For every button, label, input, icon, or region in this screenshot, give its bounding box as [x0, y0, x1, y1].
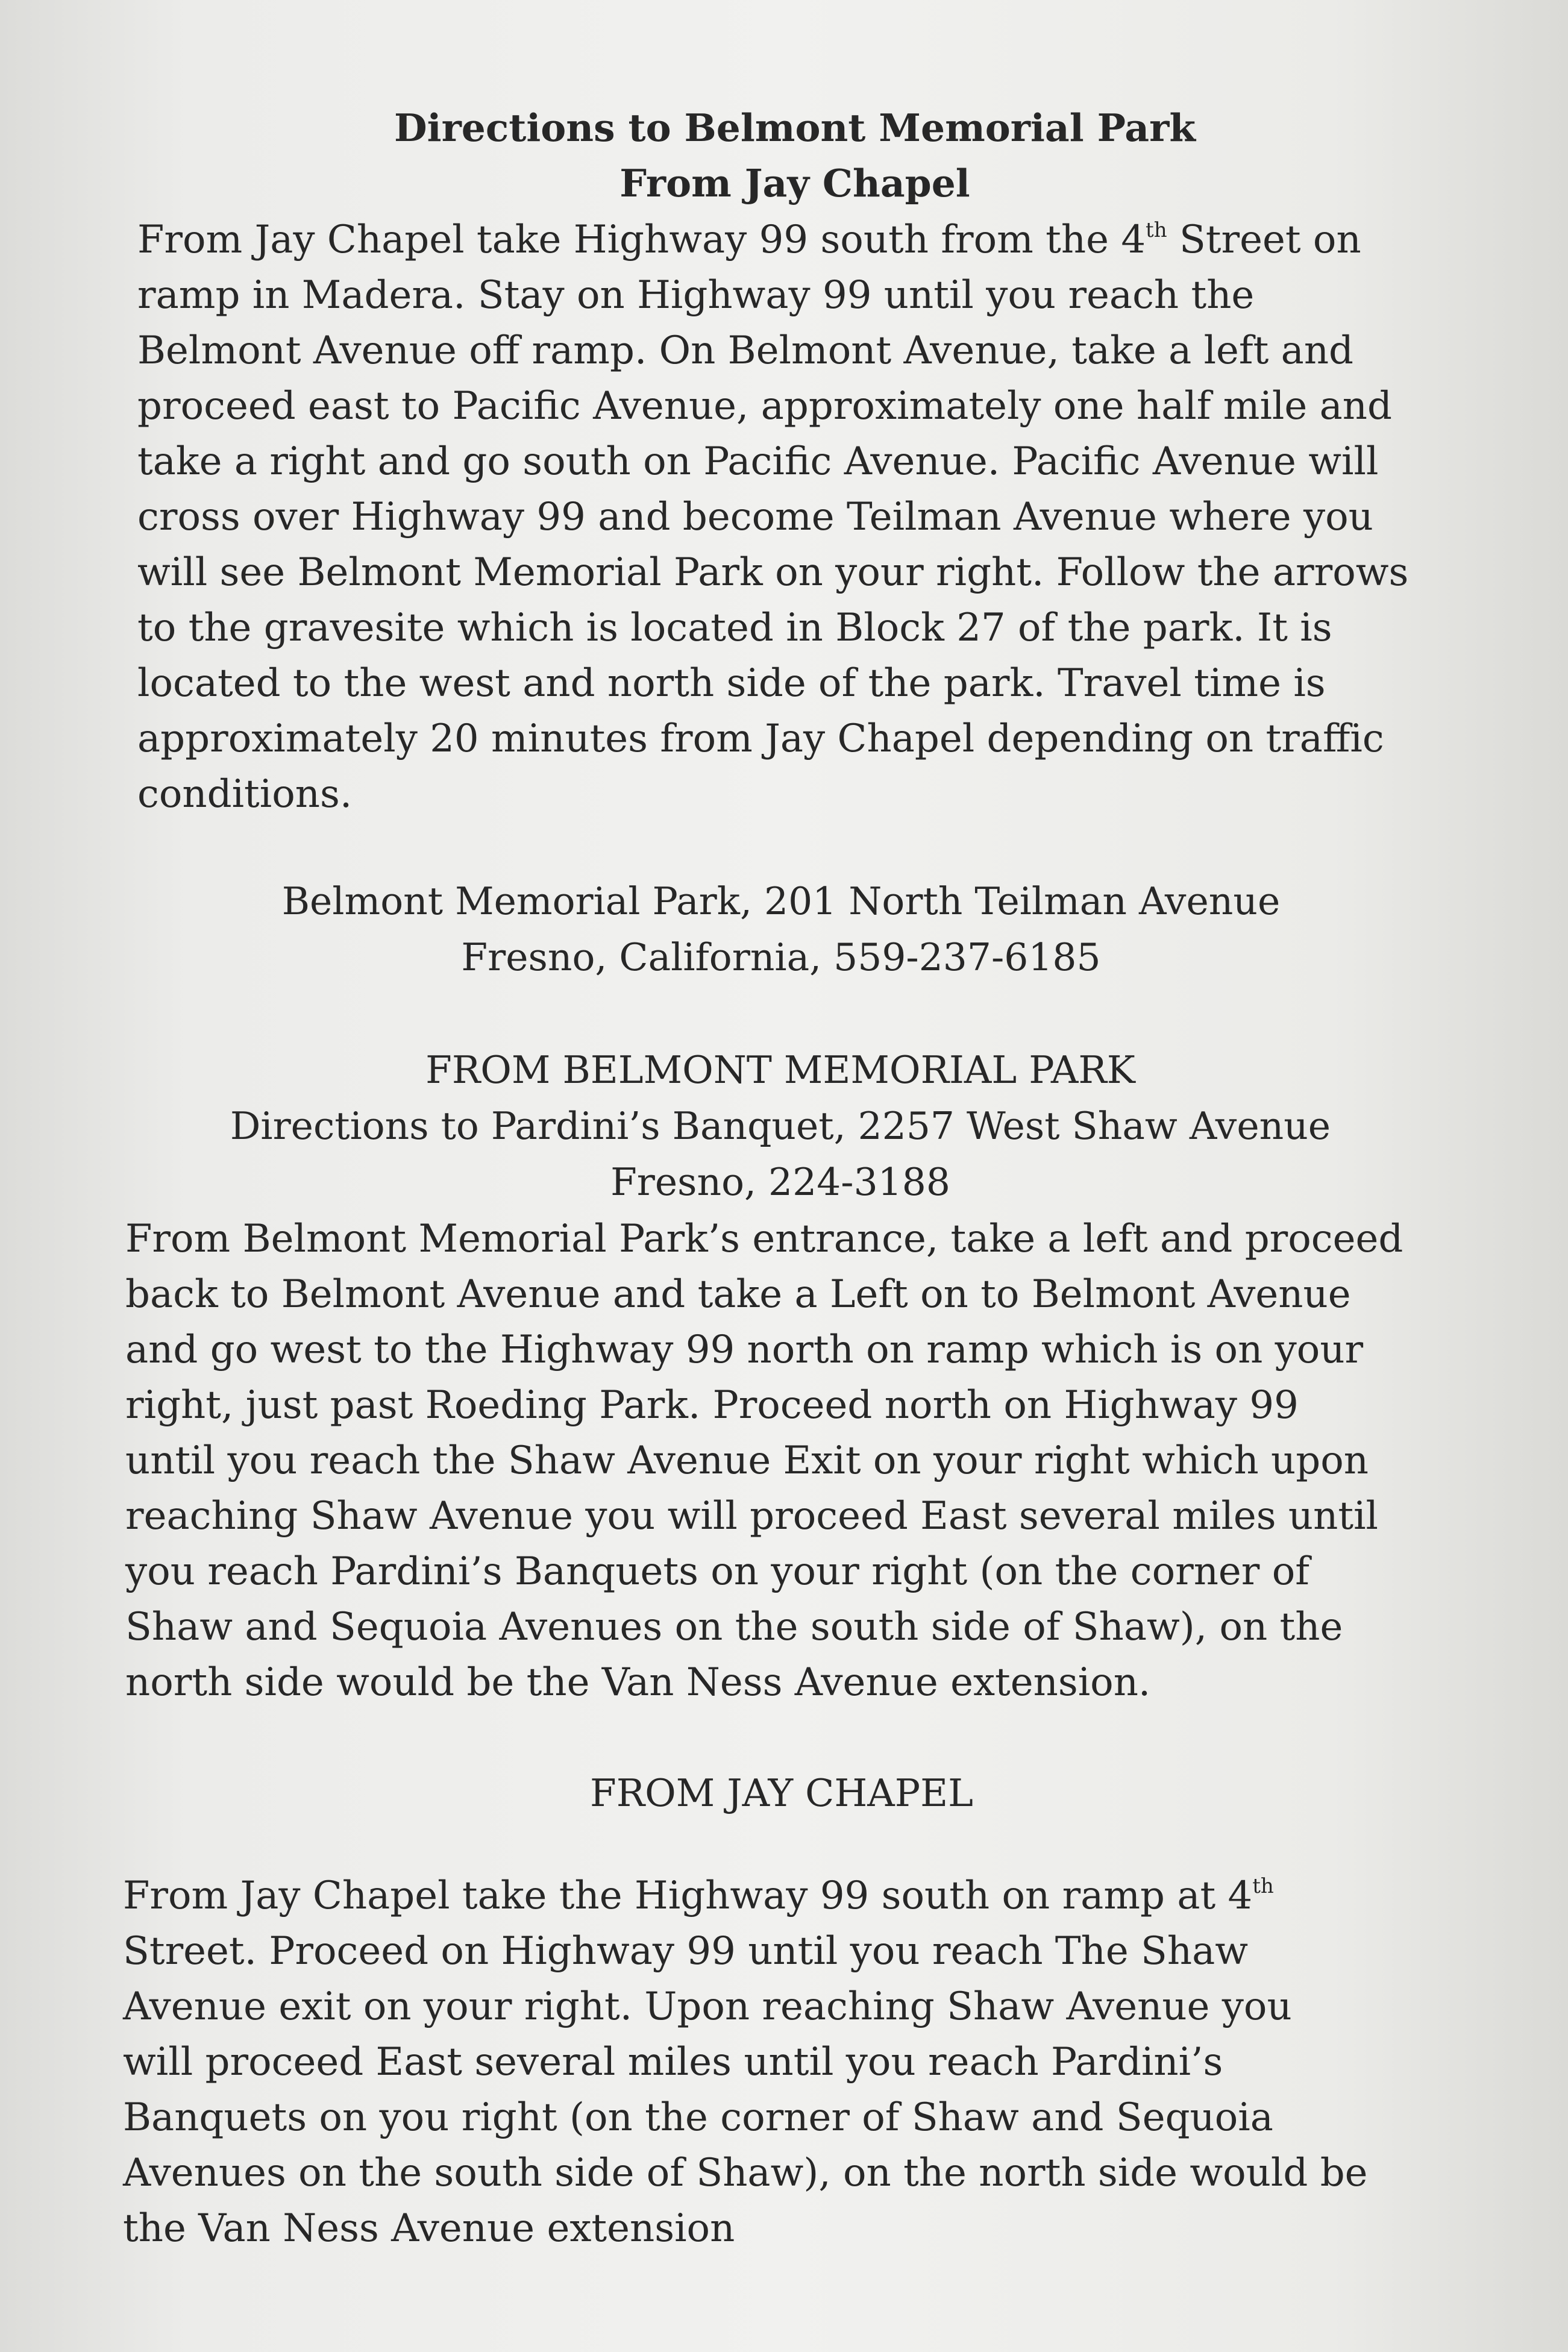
paragraph-line: From Jay Chapel take the Highway 99 south on ramp at 4th	[123, 1874, 1274, 1918]
section3-paragraph	[123, 1868, 1368, 2256]
paragraph-line: take a right and go south on Pacific Avenue. Pacific Avenue will	[137, 439, 1379, 484]
paragraph-line: located to the west and north side of the park. Travel time is	[137, 661, 1326, 706]
paragraph-line: approximately 20 minutes from Jay Chapel depending on traffic	[137, 717, 1384, 761]
paragraph-line: conditions.	[137, 772, 353, 817]
paragraph-line: Avenue exit on your right. Upon reaching Shaw Avenue you	[123, 1984, 1292, 2029]
paragraph-line: right, just past Roeding Park. Proceed north on Highway 99	[125, 1383, 1299, 1428]
paragraph-line: north side would be the Van Ness Avenue extension.	[125, 1660, 1151, 1705]
paragraph-line: until you reach the Shaw Avenue Exit on your right which upon	[125, 1438, 1369, 1483]
section1-paragraph	[137, 212, 1408, 822]
paragraph-line: Banquets on you right (on the corner of Shaw and Sequoia	[123, 2095, 1273, 2140]
paragraph-line: Shaw and Sequoia Avenues on the south side of Shaw), on the	[125, 1605, 1343, 1649]
section2-heading: FROM BELMONT MEMORIAL PARK	[425, 1048, 1135, 1092]
paragraph-line: to the gravesite which is located in Block 27 of the park. It is	[137, 606, 1332, 650]
paragraph-line: reaching Shaw Avenue you will proceed East several miles until	[125, 1494, 1378, 1538]
paragraph-line: you reach Pardini’s Banquets on your right (on the corner of	[125, 1549, 1309, 1594]
paragraph-line: cross over Highway 99 and become Teilman Avenue where you	[137, 495, 1373, 539]
paragraph-line: Belmont Avenue off ramp. On Belmont Avenue, take a left and	[137, 328, 1353, 373]
paragraph-line: From Jay Chapel take Highway 99 south from the 4th Street on	[137, 218, 1361, 262]
address-line-2: Fresno, California, 559-237-6185	[461, 935, 1101, 979]
paragraph-line: proceed east to Pacific Avenue, approximately one half mile and	[137, 384, 1392, 428]
paragraph-line: back to Belmont Avenue and take a Left on to Belmont Avenue	[125, 1272, 1351, 1317]
paragraph-line: Avenues on the south side of Shaw), on the north side would be	[123, 2151, 1368, 2195]
paragraph-line: and go west to the Highway 99 north on ramp which is on your	[125, 1328, 1364, 1372]
section1-title: Directions to Belmont Memorial Park	[394, 105, 1196, 150]
paragraph-line: From Belmont Memorial Park’s entrance, take a left and proceed	[125, 1217, 1403, 1261]
paragraph-line: will proceed East several miles until you reach Pardini’s	[123, 2040, 1223, 2084]
address-line-1: Belmont Memorial Park, 201 North Teilman Avenue	[281, 879, 1281, 923]
section2-phone: Fresno, 224-3188	[610, 1160, 950, 1204]
section3-heading: FROM JAY CHAPEL	[590, 1771, 973, 1815]
section2-subheading: Directions to Pardini’s Banquet, 2257 West Shaw Avenue	[230, 1104, 1331, 1148]
paragraph-line: will see Belmont Memorial Park on your right. Follow the arrows	[137, 550, 1409, 595]
section2-paragraph	[125, 1211, 1403, 1710]
paragraph-line: Street. Proceed on Highway 99 until you reach The Shaw	[123, 1929, 1249, 1974]
paragraph-line: ramp in Madera. Stay on Highway 99 until you reach the	[137, 273, 1255, 318]
paragraph-line: the Van Ness Avenue extension	[123, 2206, 735, 2251]
section1-subtitle: From Jay Chapel	[619, 161, 970, 205]
